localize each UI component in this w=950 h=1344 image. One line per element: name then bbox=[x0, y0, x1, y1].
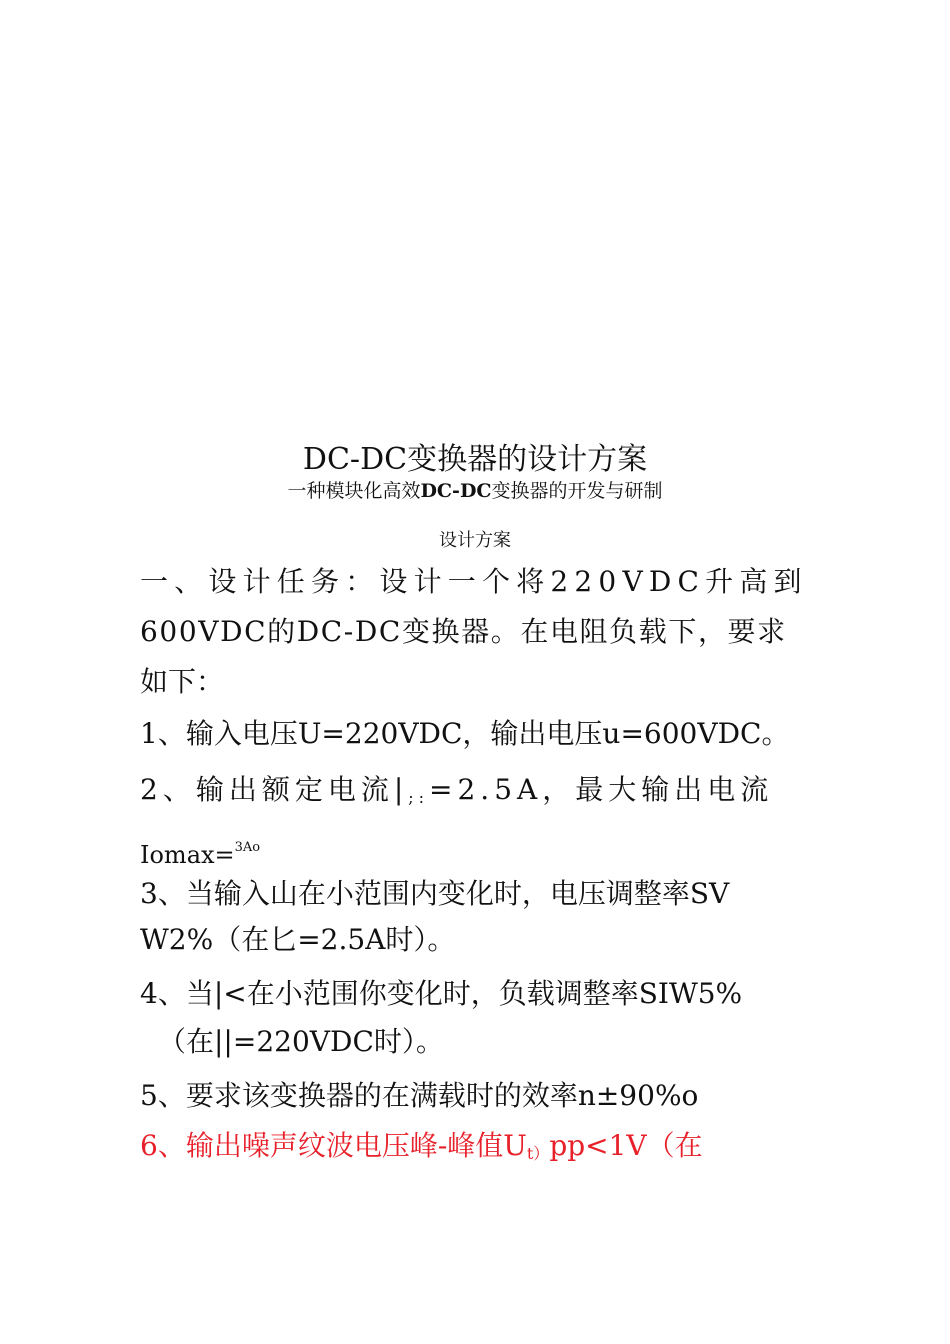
requirement-2 bbox=[140, 770, 820, 818]
requirement-2-main: 2、输出额定电流| bbox=[140, 773, 409, 806]
requirement-4-continued: （在||=220VDC时）。 bbox=[158, 1025, 444, 1058]
requirement-2-subscript: ;: bbox=[408, 788, 430, 807]
task-heading-line: 一、设计任务：设计一个将220VDC升高到 bbox=[140, 565, 808, 598]
requirement-2-continued bbox=[140, 828, 820, 875]
requirement-4: 4、当|<在小范围你变化时，负载调整率SIW5% bbox=[140, 977, 743, 1010]
requirement-2-tail: =2.5A，最大输出电流 bbox=[429, 773, 774, 806]
requirement-3-continued: W2%（在匕=2.5A时）。 bbox=[140, 923, 456, 956]
document-title: DC-DC变换器的设计方案 bbox=[302, 442, 648, 477]
requirement-2b-superscript: 3Ao bbox=[234, 840, 261, 855]
section-label: 设计方案 bbox=[439, 530, 511, 551]
task-description-line: 600VDC的DC-DC变换器。在电阻负载下，要求 bbox=[140, 615, 787, 648]
subtitle-bold: DC-DC bbox=[420, 480, 492, 502]
document-subtitle bbox=[0, 478, 950, 504]
requirement-6 bbox=[140, 1126, 820, 1174]
requirement-5: 5、要求该变换器的在满载时的效率n±90%o bbox=[140, 1079, 699, 1112]
subtitle-suffix: 变换器的开发与研制 bbox=[491, 480, 663, 502]
requirement-6-main: 6、输出噪声纹波电压峰-峰值U bbox=[140, 1129, 527, 1162]
requirement-1: 1、输入电压U=220VDC，输出电压u=600VDC。 bbox=[140, 717, 790, 750]
requirement-3: 3、当输入山在小范围内变化时，电压调整率SV bbox=[140, 877, 730, 910]
task-requirements-intro: 如下： bbox=[140, 665, 225, 698]
subtitle-prefix: 一种模块化高效 bbox=[287, 480, 421, 502]
requirement-6-tail: pp<1V（在 bbox=[549, 1129, 703, 1162]
requirement-2b-main: Iomax= bbox=[140, 841, 235, 869]
requirement-6-subscript: t） bbox=[526, 1144, 550, 1163]
